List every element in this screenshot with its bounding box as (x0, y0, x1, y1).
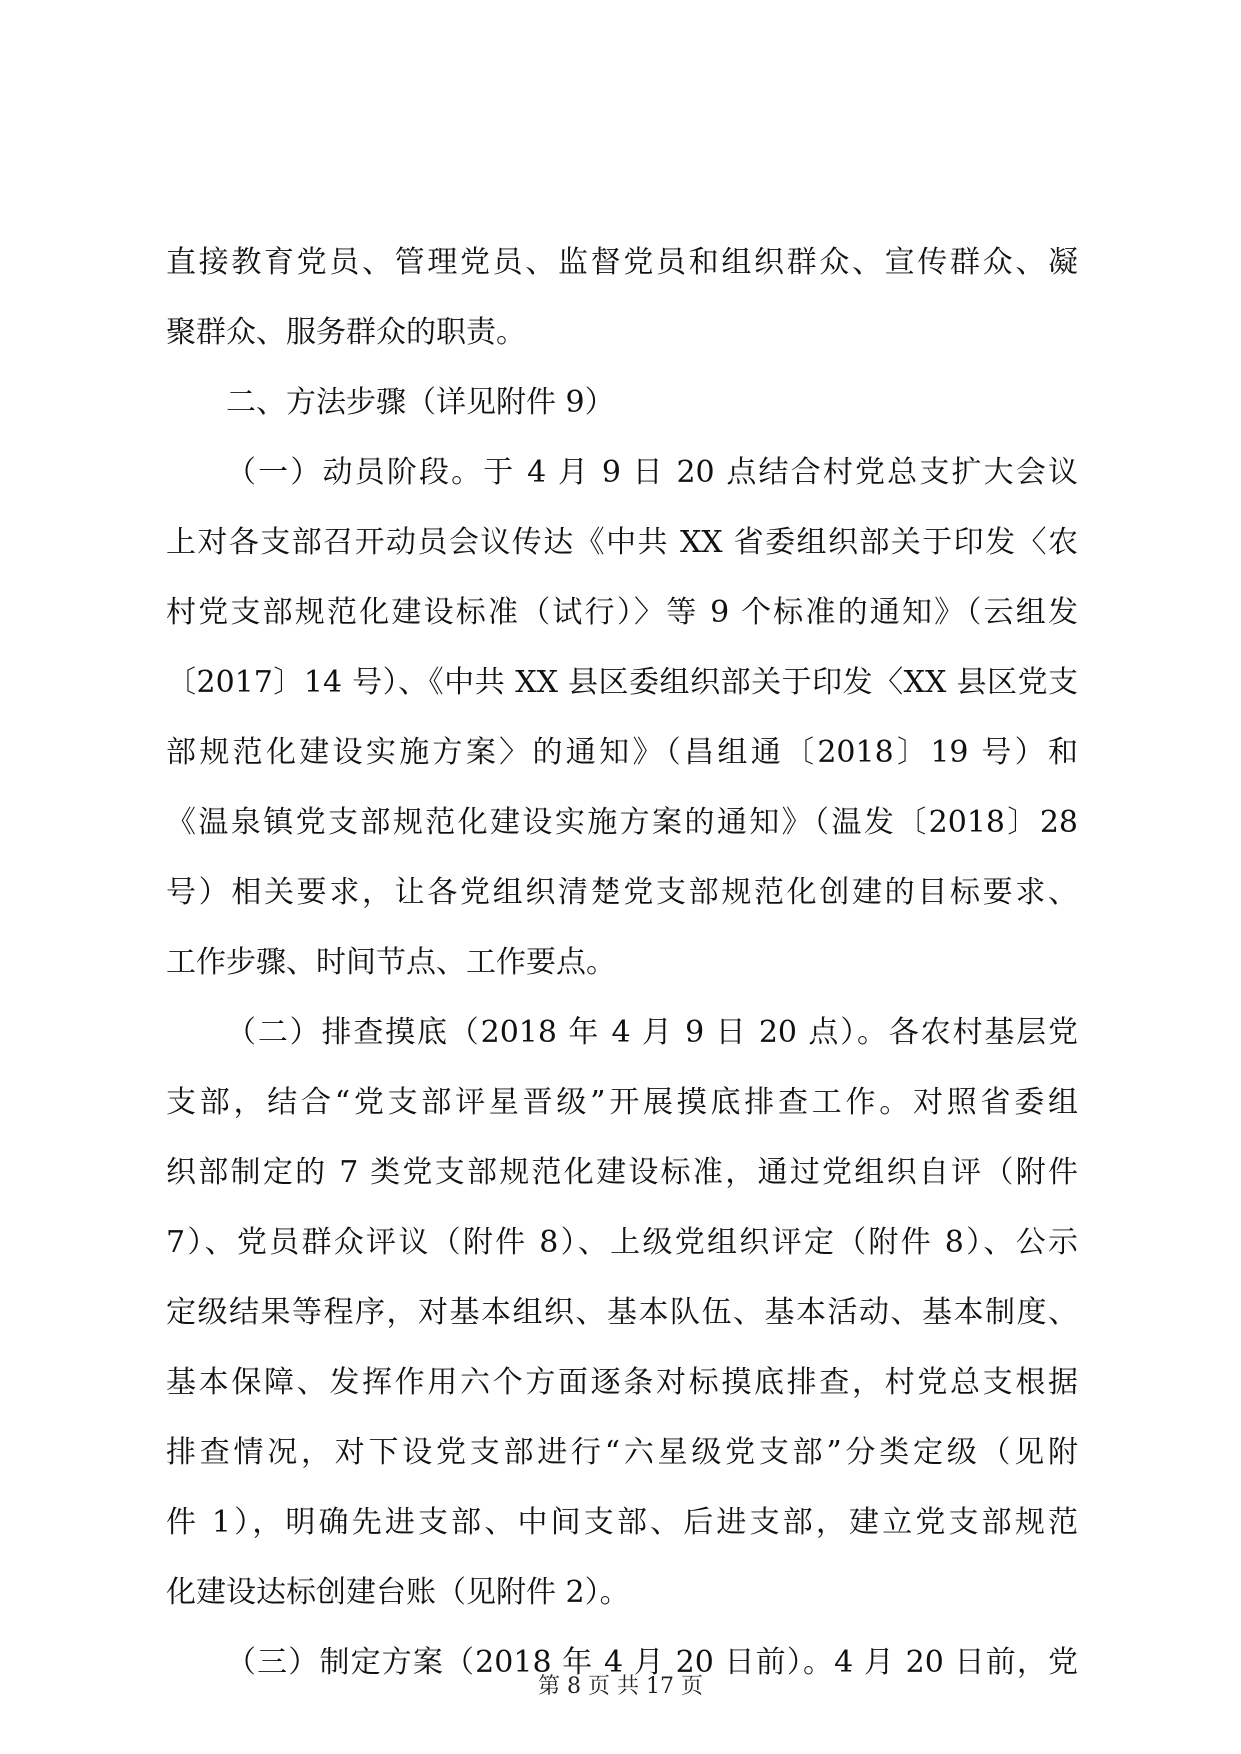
page-number-footer: 第 8 页 共 17 页 (538, 1674, 703, 1699)
paragraph-line: 7）、党员群众评议（附件 8）、上级党组织评定（附件 8）、公示 (166, 1225, 1078, 1260)
paragraph-line: 织部制定的 7 类党支部规范化建设标准，通过党组织自评（附件 (166, 1155, 1078, 1190)
paragraph-line: （二）排查摸底（2018 年 4 月 9 日 20 点）。各农村基层党 (226, 1015, 1078, 1050)
paragraph-line: 上对各支部召开动员会议传达《中共 XX 省委组织部关于印发〈农 (166, 525, 1078, 560)
paragraph-line: 〔2017〕14 号）、《中共 XX 县区委组织部关于印发〈XX 县区党支 (166, 665, 1078, 700)
paragraph-line: 排查情况，对下设党支部进行“六星级党支部”分类定级（见附 (166, 1435, 1078, 1470)
paragraph-line: 直接教育党员、管理党员、监督党员和组织群众、宣传群众、凝 (166, 245, 1078, 280)
paragraph-line: 《温泉镇党支部规范化建设实施方案的通知》（温发〔2018〕28 (166, 805, 1078, 840)
paragraph-line: 聚群众、服务群众的职责。 (166, 315, 526, 350)
paragraph-line: 工作步骤、时间节点、工作要点。 (166, 945, 616, 980)
paragraph-line: 化建设达标创建台账（见附件 2）。 (166, 1575, 630, 1610)
paragraph-line: 支部，结合“党支部评星晋级”开展摸底排查工作。对照省委组 (166, 1085, 1078, 1120)
paragraph-line: 基本保障、发挥作用六个方面逐条对标摸底排查，村党总支根据 (166, 1365, 1078, 1400)
paragraph-line: 部规范化建设实施方案〉的通知》（昌组通〔2018〕19 号）和 (166, 735, 1078, 770)
paragraph-line: 件 1），明确先进支部、中间支部、后进支部，建立党支部规范 (166, 1505, 1078, 1540)
paragraph-line: 村党支部规范化建设标准（试行）〉等 9 个标准的通知》（云组发 (166, 595, 1078, 630)
paragraph-line: （三）制定方案（2018 年 4 月 20 日前）。4 月 20 日前，党 (226, 1645, 1078, 1680)
section-heading: 二、方法步骤（详见附件 9） (226, 385, 615, 420)
paragraph-line: 号）相关要求，让各党组织清楚党支部规范化创建的目标要求、 (166, 875, 1078, 910)
document-body (166, 228, 1078, 1698)
paragraph-line: （一）动员阶段。于 4 月 9 日 20 点结合村党总支扩大会议 (226, 455, 1078, 490)
paragraph-line: 定级结果等程序，对基本组织、基本队伍、基本活动、基本制度、 (166, 1295, 1078, 1330)
